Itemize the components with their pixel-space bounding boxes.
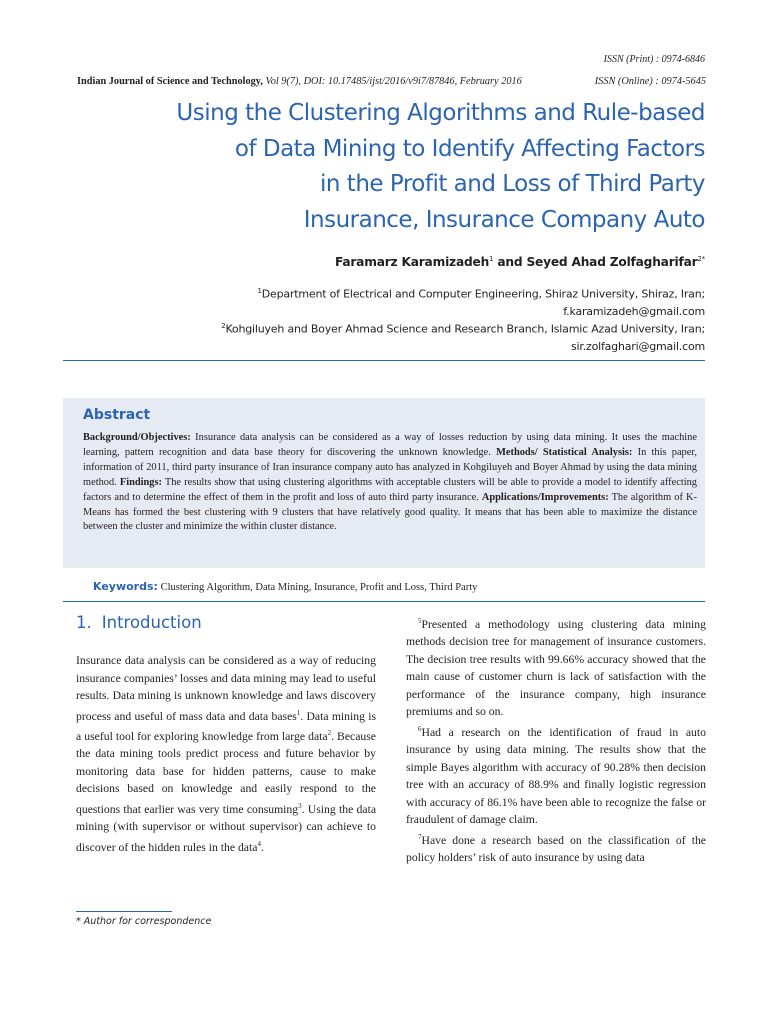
affil-mark: 1 <box>257 287 262 295</box>
body-paragraph <box>406 721 706 829</box>
author-email: sir.zolfaghari@gmail.com <box>571 340 705 354</box>
body-paragraph <box>406 613 706 721</box>
journal-citation: Vol 9(7), DOI: 10.17485/ijst/2016/v9i7/87846, February 2016 <box>262 76 522 87</box>
affil-text: Department of Electrical and Computer Engineering, Shiraz University, Shiraz, Iran; <box>261 287 705 301</box>
citation-ref: 5 <box>418 617 422 625</box>
abstract-paragraph: In this paper, information of 2011, third party insurance of Iran insurance company auto has analyzed in Kohgiluyeh and Boyer Ahmad by using the data mining method. <box>83 446 698 488</box>
citation-ref: 1 <box>296 708 301 717</box>
journal-name: Indian Journal of Science and Technology, <box>77 76 263 87</box>
journal-header <box>77 76 706 87</box>
citation-ref: 2 <box>327 728 332 737</box>
keywords-divider <box>63 601 705 602</box>
keywords <box>93 580 477 593</box>
keywords-label: Keywords: <box>93 580 158 593</box>
issn-online: ISSN (Online) : 0974-5645 <box>594 76 706 87</box>
paper-title <box>85 96 705 238</box>
section-heading <box>76 613 202 632</box>
body-paragraph <box>406 829 706 867</box>
issn-print: ISSN (Print) : 0974-6846 <box>603 54 705 65</box>
abstract-label: Methods/ Statistical Analysis: <box>496 446 633 458</box>
abstract-paragraph: Insurance data analysis can be considered as a way of losses reduction by using data mining. It uses the machine learning, pattern recognition and data base theory for discovering the unknown knowledge. <box>83 432 697 458</box>
citation-ref: 4 <box>257 839 261 848</box>
abstract-heading: Abstract <box>83 407 151 423</box>
abstract-paragraph: The results show that using clustering algorithms with acceptable clusters will be able to provide a model to identify affecting factors and to determine the effect of them in the profit and loss of auto third party insurance. <box>83 476 697 503</box>
section-number: 1. <box>76 613 92 632</box>
title-line: Insurance, Insurance Company Auto <box>303 206 705 233</box>
author-name: Faramarz Karamizadeh <box>334 255 490 270</box>
author-joiner: and <box>493 255 527 270</box>
affil-mark: 2 <box>221 322 226 330</box>
abstract-paragraph: The algorithm of K-Means has formed the best clustering with 9 clusters that have relatively good quality. It means that has been able to maximize the distance between the cluster and minimize the within cluster distance. <box>83 491 697 533</box>
body-text: . Because the data mining tools predict process and future behavior by monitoring data base for hidden patterns, cause to make decisions based on knowledge and easily respond to the questions that earlier was very time consuming <box>76 729 376 816</box>
left-column <box>76 652 376 856</box>
author-name: Seyed Ahad Zolfagharifar <box>526 255 698 270</box>
citation-ref: 6 <box>418 724 422 733</box>
body-text: . <box>260 840 264 854</box>
keywords-text: Clustering Algorithm, Data Mining, Insurance, Profit and Loss, Third Party <box>157 582 478 593</box>
right-column <box>406 613 706 867</box>
affiliation-2 <box>221 318 705 356</box>
citation-ref: 3 <box>298 801 302 810</box>
citation-ref: 7 <box>418 832 422 841</box>
abstract-label: Findings: <box>119 476 162 488</box>
author-affil-mark: 2* <box>697 255 705 263</box>
title-line: Using the Clustering Algorithms and Rule-based <box>176 100 705 126</box>
title-line: of Data Mining to Identify Affecting Factors <box>234 135 705 162</box>
body-text: Presented a methodology using clustering data mining methods decision tree for management of insurance customers. The decision tree results with 99.66% accuracy showed that the main cause of customer churn is lack of satisfaction with the performance of the insurance company, high insurance premiums and so on. <box>406 617 706 719</box>
title-line: in the Profit and Loss of Third Party <box>320 171 705 197</box>
affiliation-1 <box>258 283 706 321</box>
affil-text: Kohgiluyeh and Boyer Ahmad Science and Research Branch, Islamic Azad University, Iran; <box>225 322 705 336</box>
footnote-divider <box>76 911 172 912</box>
abstract-text <box>83 431 697 535</box>
body-text: Had a research on the identification of fraud in auto insurance by using data mining. The results show that the simple Bayes algorithm with accuracy of 90.28% then decision tree with an accuracy of 88.9% and finally logistic regression with accuracy of 86.1% have been able to recognize the false or fraudulent of damage claim. <box>406 725 706 827</box>
author-email: f.karamizadeh@gmail.com <box>563 305 705 319</box>
section-title: Introduction <box>101 613 202 632</box>
footnote: * Author for correspondence <box>76 916 212 927</box>
body-text: Insurance data analysis can be considered as a way of reducing insurance companies’ losses and data mining may lead to useful results. Data mining is unknown knowledge and laws discovery process and useful of mass data and data bases <box>76 654 376 723</box>
abstract-label: Applications/Improvements: <box>481 491 609 503</box>
body-text: . Data mining is a useful tool for exploring knowledge from large data <box>76 709 376 743</box>
abstract-label: Background/Objectives: <box>83 432 191 443</box>
body-text: . Using the data mining (with supervisor or without supervisor) can achieve to discover of the hidden rules in the data <box>76 802 377 854</box>
author-affil-mark: 1 <box>489 255 494 263</box>
body-text: Have done a research based on the classification of the policy holders’ risk of auto insurance by using data <box>406 833 706 865</box>
body-paragraph <box>76 652 376 856</box>
author-list <box>335 255 705 269</box>
header-divider <box>63 360 705 361</box>
